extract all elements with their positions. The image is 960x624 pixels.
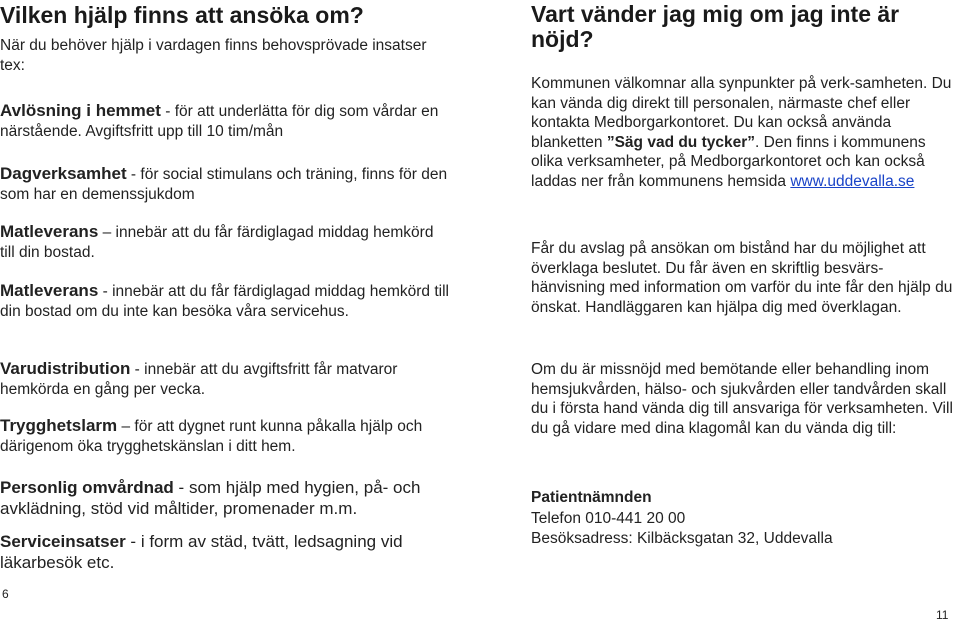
contact-title: Patientnämnden [531, 489, 652, 506]
service-term: Varudistribution [0, 359, 131, 378]
page-heading-left: Vilken hjälp finns att ansöka om? [0, 2, 364, 28]
service-term: Dagverksamhet [0, 164, 127, 183]
service-term: Serviceinsatser [0, 532, 126, 551]
contact-address: Besöksadress: Kilbäcksgatan 32, Uddevalla [531, 530, 833, 547]
service-item-trygghetslarm: Trygghetslarm – för att dygnet runt kunna påkalla hjälp och därigenom öka trygghetskänslan i ditt hem. [0, 416, 423, 455]
service-item-serviceinsatser: Serviceinsatser - i form av städ, tvätt, ledsagning vid läkarbesök etc. [0, 532, 403, 572]
service-item-matleverans: Matleverans – innebär att du får färdiglagad middag hemkörd till din bostad. [0, 222, 434, 261]
service-description: för att underlätta för dig som vårdar en närstående. Avgiftsfritt upp till 10 tim/mån [0, 103, 439, 140]
page-number-left: 6 [2, 587, 9, 601]
service-term: Avlösning i hemmet [0, 101, 161, 120]
page-heading-right: Vart vänder jag mig om jag inte är nöjd? [531, 1, 900, 52]
appeal-paragraph: Får du avslag på ansökan om bistånd har du möjlighet att överklaga beslutet. Du får även en skriftlig besvärs-hänvisning med information om varför du inte får den hjälp du önskat. Handläggaren kan hjälpa dig med överklagan. [531, 240, 953, 316]
service-term: Personlig omvårdnad [0, 478, 174, 497]
complaint-paragraph: Om du är missnöjd med bemötande eller behandling inom hemsjukvården, hälso- och sjukvården eller tandvården skall du i första hand vända dig till ansvariga för verksamheten. Vill du gå vidare med dina klagomål kan du vända dig till: [531, 361, 953, 437]
service-description: för social stimulans och träning, finns för den som har en demenssjukdom [0, 166, 448, 203]
service-description: som hjälp med hygien, på- och avklädning, stöd vid måltider, promenader m.m. [0, 478, 421, 518]
website-link[interactable]: www.uddevalla.se [790, 172, 915, 190]
service-description: i form av städ, tvätt, ledsagning vid läkarbesök etc. [0, 532, 403, 572]
service-item-varudistribution: Varudistribution - innebär att du avgiftsfritt får matvaror hemkörda en gång per vecka. [0, 359, 398, 398]
service-item-dagverksamhet: Dagverksamhet - för social stimulans och träning, finns för den som har en demenssjukdom [0, 164, 448, 203]
form-name: ”Säg vad du tycker” [606, 133, 756, 151]
service-term: Trygghetslarm [0, 416, 118, 435]
intro-paragraph: När du behöver hjälp i vardagen finns behovsprövade insatser tex: [0, 37, 427, 74]
service-description: innebär att du avgiftsfritt får matvaror hemkörda en gång per vecka. [0, 361, 398, 398]
service-item-matleverans-servicehus: Matleverans - innebär att du får färdiglagad middag hemkörd till din bostad om du inte kan besöka våra servicehus. [0, 281, 449, 320]
service-term: Matleverans [0, 281, 99, 300]
service-description: innebär att du får färdiglagad middag hemkörd till din bostad om du inte kan besöka våra servicehus. [0, 283, 449, 320]
service-item-avlosning: Avlösning i hemmet - för att underlätta för dig som vårdar en närstående. Avgiftsfritt upp till 10 tim/mån [0, 101, 439, 140]
service-term: Matleverans [0, 222, 99, 241]
service-description: innebär att du får färdiglagad middag hemkörd till din bostad. [0, 224, 434, 261]
contact-phone: Telefon 010-441 20 00 [531, 510, 686, 527]
service-item-personlig-omvardnad: Personlig omvårdnad - som hjälp med hygien, på- och avklädning, stöd vid måltider, promenader m.m. [0, 478, 421, 518]
service-description: för att dygnet runt kunna påkalla hjälp och därigenom öka trygghetskänslan i ditt hem. [0, 418, 423, 455]
feedback-paragraph: Kommunen välkomnar alla synpunkter på verk-samheten. Du kan vända dig direkt till personalen, närmaste chef eller kontakta Medborgarkontoret. Du kan också använda blanketten ”Säg vad du tycker”. Den finns i kommunens olika verksamheter, på Medborgarkontoret och kan också laddas ner från kommunens hemsida www.uddevalla.se [531, 75, 952, 190]
page-number-right: 11 [936, 608, 949, 622]
